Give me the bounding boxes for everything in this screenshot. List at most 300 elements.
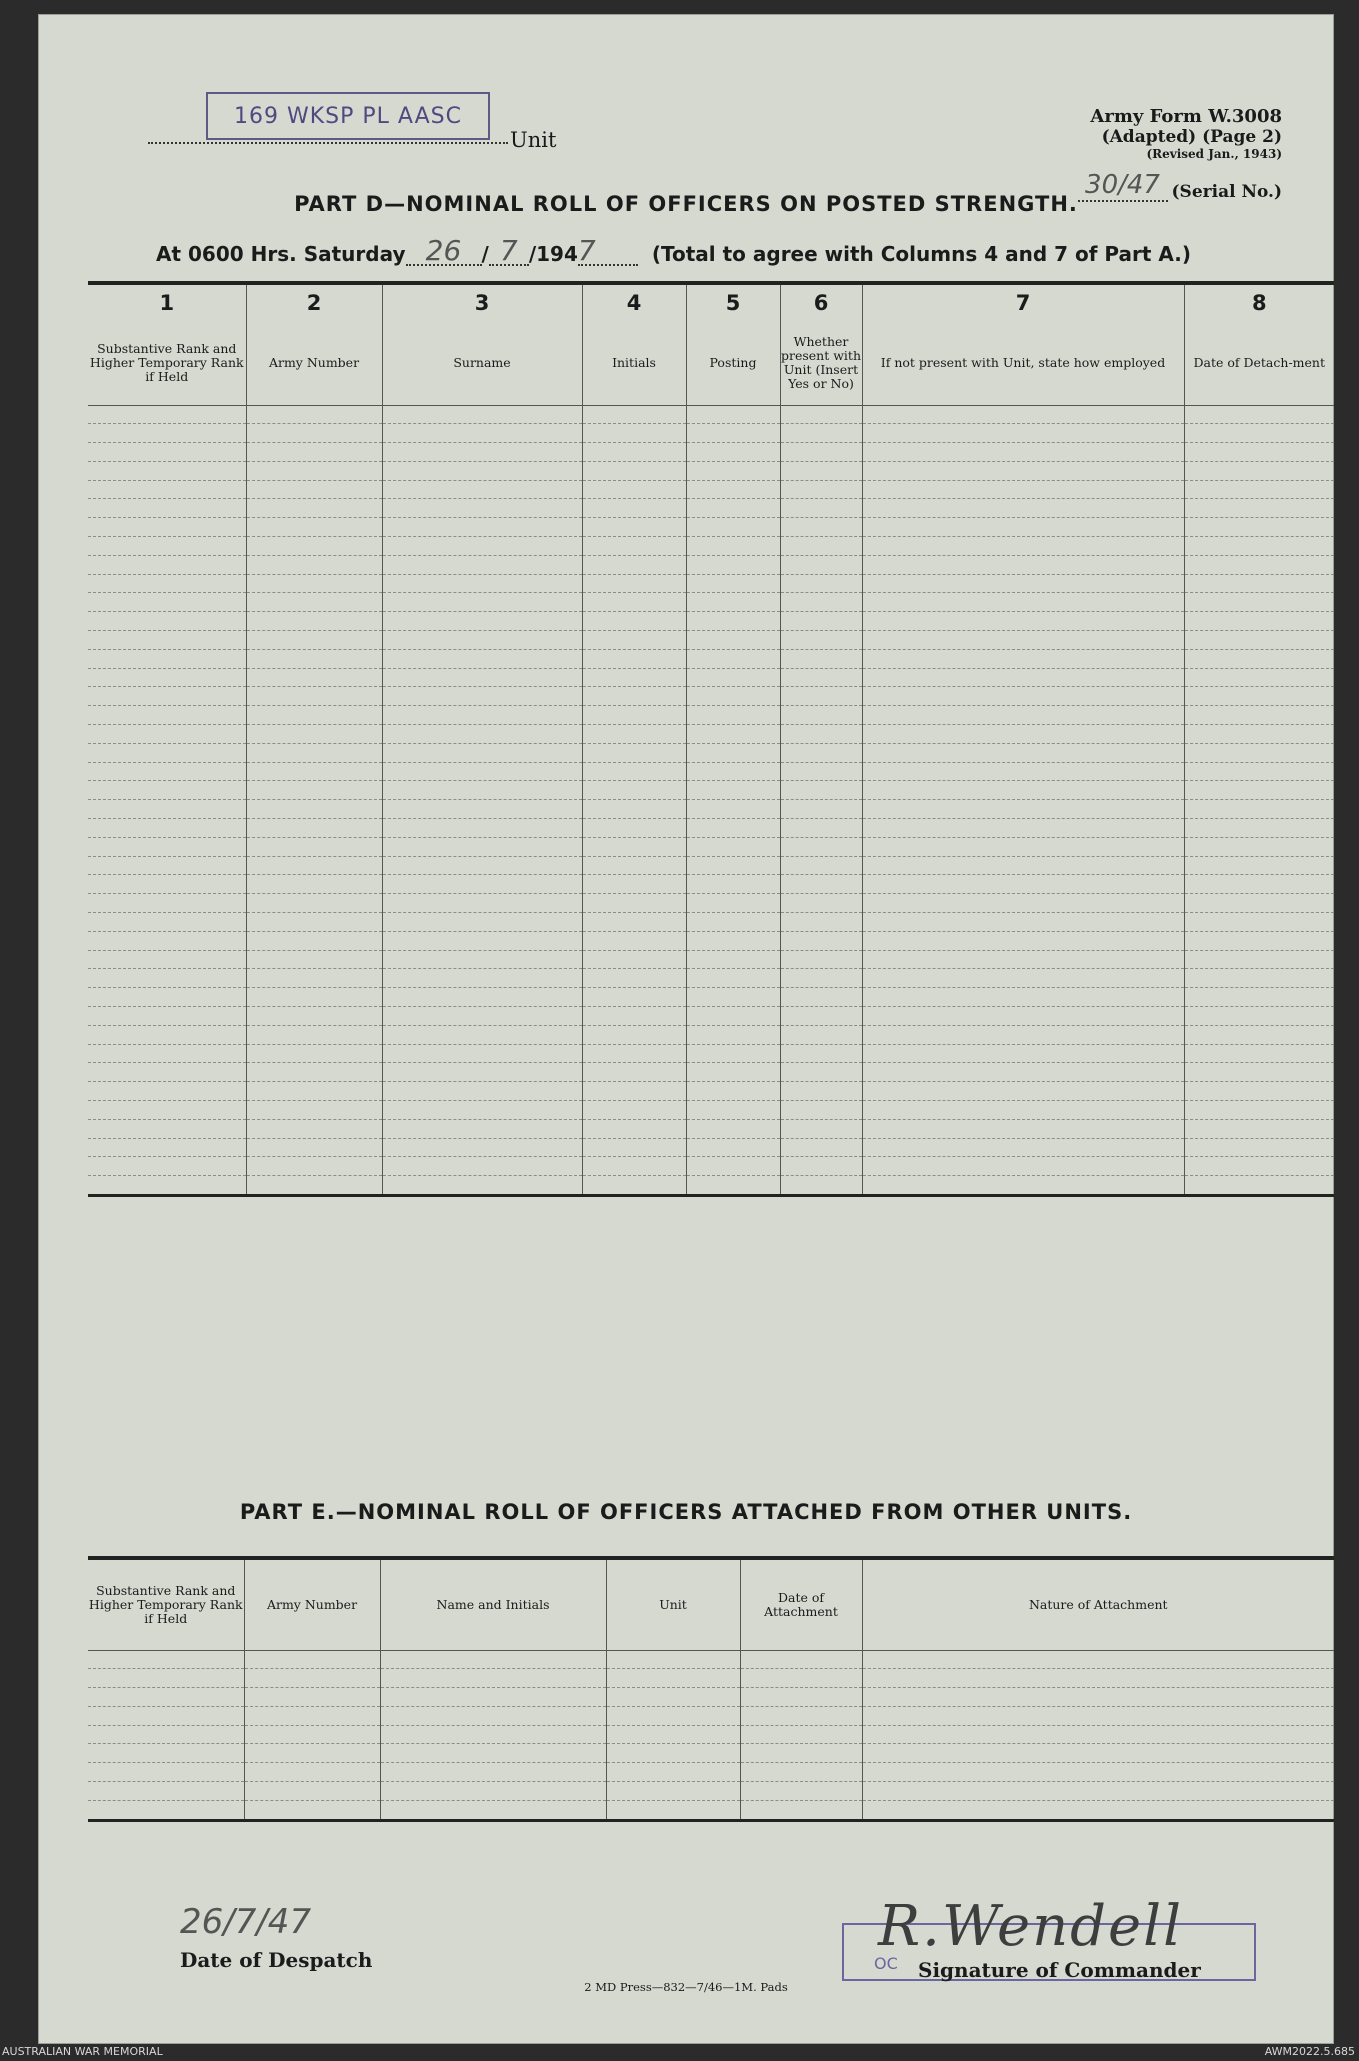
- part-d-cell: [686, 969, 780, 988]
- part-d-cell: [686, 668, 780, 687]
- part-d-cell: [862, 480, 1184, 499]
- part-d-cell: [582, 612, 686, 631]
- part-d-row: [88, 649, 1334, 668]
- part-d-row: [88, 969, 1334, 988]
- part-d-cell: [88, 706, 246, 725]
- part-d-cell: [88, 649, 246, 668]
- part-d-cell: [862, 631, 1184, 650]
- part-d-column-number-8: 8: [1184, 283, 1334, 321]
- part-d-column-header-8: Date of Detach-ment: [1184, 321, 1334, 405]
- part-d-cell: [382, 1176, 582, 1196]
- part-d-cell: [246, 837, 382, 856]
- part-d-cell: [246, 894, 382, 913]
- part-e-cell: [88, 1782, 244, 1801]
- part-d-cell: [88, 819, 246, 838]
- part-d-cell: [862, 856, 1184, 875]
- part-d-cell: [582, 969, 686, 988]
- part-e-cell: [244, 1650, 380, 1669]
- part-d-row: [88, 1176, 1334, 1196]
- part-d-cell: [1184, 969, 1334, 988]
- part-d-cell: [686, 706, 780, 725]
- part-d-cell: [780, 837, 862, 856]
- part-d-cell: [686, 687, 780, 706]
- part-d-cell: [382, 687, 582, 706]
- part-d-column-header-7: If not present with Unit, state how employed: [862, 321, 1184, 405]
- part-d-cell: [382, 424, 582, 443]
- part-d-cell: [862, 687, 1184, 706]
- part-d-cell: [862, 781, 1184, 800]
- part-d-row: [88, 1100, 1334, 1119]
- part-d-cell: [88, 1157, 246, 1176]
- part-d-cell: [862, 837, 1184, 856]
- part-e-column-header-5: Date of Attachment: [740, 1558, 862, 1650]
- part-d-column-header-1: Substantive Rank and Higher Temporary Rank if Held: [88, 321, 246, 405]
- part-e-cell: [862, 1688, 1334, 1707]
- part-d-cell: [246, 574, 382, 593]
- part-d-row: [88, 706, 1334, 725]
- part-d-row: [88, 950, 1334, 969]
- part-d-cell: [88, 424, 246, 443]
- part-d-row: [88, 743, 1334, 762]
- part-d-cell: [246, 1176, 382, 1196]
- part-d-cell: [780, 1025, 862, 1044]
- part-d-row: [88, 555, 1334, 574]
- part-d-column-number-5: 5: [686, 283, 780, 321]
- part-d-cell: [582, 574, 686, 593]
- part-d-cell: [686, 988, 780, 1007]
- part-d-cell: [862, 405, 1184, 424]
- part-d-cell: [780, 443, 862, 462]
- part-d-cell: [582, 668, 686, 687]
- part-d-cell: [686, 1082, 780, 1101]
- date-suffix: (Total to agree with Columns 4 and 7 of Part A.): [651, 242, 1191, 266]
- part-d-cell: [88, 1100, 246, 1119]
- part-d-cell: [1184, 1100, 1334, 1119]
- part-d-cell: [862, 800, 1184, 819]
- part-e-row: [88, 1650, 1334, 1669]
- part-d-cell: [582, 706, 686, 725]
- part-d-cell: [1184, 743, 1334, 762]
- part-d-cell: [780, 819, 862, 838]
- part-d-cell: [88, 518, 246, 537]
- part-d-cell: [686, 555, 780, 574]
- part-d-cell: [88, 555, 246, 574]
- part-d-cell: [88, 537, 246, 556]
- part-d-cell: [582, 950, 686, 969]
- part-d-row: [88, 687, 1334, 706]
- part-e-column-header-1: Substantive Rank and Higher Temporary Rank if Held: [88, 1558, 244, 1650]
- part-d-cell: [780, 612, 862, 631]
- part-e-cell: [862, 1744, 1334, 1763]
- part-d-column-number-4: 4: [582, 283, 686, 321]
- part-d-cell: [862, 969, 1184, 988]
- part-d-cell: [88, 988, 246, 1007]
- part-d-cell: [88, 913, 246, 932]
- part-d-table: [88, 281, 1334, 1197]
- part-d-cell: [780, 894, 862, 913]
- part-d-cell: [382, 875, 582, 894]
- part-d-cell: [780, 725, 862, 744]
- part-d-cell: [382, 1007, 582, 1026]
- part-d-cell: [1184, 875, 1334, 894]
- part-d-cell: [862, 875, 1184, 894]
- part-d-cell: [1184, 1063, 1334, 1082]
- part-d-column-number-2: 2: [246, 283, 382, 321]
- part-d-row: [88, 480, 1334, 499]
- part-d-cell: [246, 443, 382, 462]
- part-d-row: [88, 1007, 1334, 1026]
- part-d-cell: [862, 461, 1184, 480]
- part-d-cell: [382, 612, 582, 631]
- part-d-cell: [582, 555, 686, 574]
- part-d-cell: [246, 499, 382, 518]
- part-d-column-header-4: Initials: [582, 321, 686, 405]
- part-d-cell: [382, 1082, 582, 1101]
- part-e-cell: [88, 1669, 244, 1688]
- part-e-row: [88, 1669, 1334, 1688]
- part-d-cell: [1184, 649, 1334, 668]
- part-e-title: PART E.—NOMINAL ROLL OF OFFICERS ATTACHED FROM OTHER UNITS.: [239, 1500, 1133, 1524]
- part-d-cell: [1184, 1157, 1334, 1176]
- serial-label: (Serial No.): [1171, 182, 1282, 202]
- part-e-column-header-6: Nature of Attachment: [862, 1558, 1334, 1650]
- part-d-cell: [686, 837, 780, 856]
- part-d-cell: [88, 950, 246, 969]
- part-d-cell: [862, 762, 1184, 781]
- part-d-cell: [88, 461, 246, 480]
- part-e-cell: [88, 1650, 244, 1669]
- part-d-cell: [246, 424, 382, 443]
- part-d-cell: [780, 781, 862, 800]
- part-d-cell: [862, 424, 1184, 443]
- part-e-cell: [380, 1669, 606, 1688]
- part-d-cell: [686, 913, 780, 932]
- part-d-cell: [686, 894, 780, 913]
- part-d-cell: [382, 743, 582, 762]
- part-d-cell: [780, 687, 862, 706]
- unit-stamp: 169 WKSP PL AASC: [206, 92, 490, 140]
- part-d-cell: [88, 969, 246, 988]
- part-d-cell: [382, 537, 582, 556]
- part-d-cell: [686, 931, 780, 950]
- part-d-cell: [1184, 1007, 1334, 1026]
- part-d-cell: [88, 894, 246, 913]
- part-d-cell: [88, 1025, 246, 1044]
- part-d-cell: [246, 743, 382, 762]
- part-d-cell: [780, 1082, 862, 1101]
- part-d-cell: [246, 819, 382, 838]
- part-e-column-header-2: Army Number: [244, 1558, 380, 1650]
- date-day: 26: [406, 238, 482, 266]
- part-d-cell: [246, 988, 382, 1007]
- part-d-cell: [582, 743, 686, 762]
- part-d-cell: [582, 800, 686, 819]
- part-d-cell: [382, 800, 582, 819]
- part-d-cell: [88, 725, 246, 744]
- part-d-cell: [582, 988, 686, 1007]
- part-e-cell: [862, 1669, 1334, 1688]
- part-d-cell: [1184, 725, 1334, 744]
- part-d-cell: [686, 743, 780, 762]
- part-d-cell: [582, 894, 686, 913]
- part-d-cell: [686, 574, 780, 593]
- part-d-cell: [686, 1157, 780, 1176]
- serial-value: 30/47: [1078, 170, 1168, 202]
- part-e-cell: [740, 1650, 862, 1669]
- part-d-cell: [862, 537, 1184, 556]
- part-d-cell: [780, 631, 862, 650]
- part-e-cell: [606, 1669, 740, 1688]
- part-d-cell: [246, 649, 382, 668]
- part-d-cell: [88, 1063, 246, 1082]
- part-d-row: [88, 913, 1334, 932]
- date-prefix: At 0600 Hrs. Saturday: [156, 242, 406, 266]
- part-d-row: [88, 1157, 1334, 1176]
- part-d-cell: [246, 687, 382, 706]
- part-d-cell: [382, 631, 582, 650]
- part-e-cell: [862, 1650, 1334, 1669]
- part-d-cell: [246, 593, 382, 612]
- part-d-cell: [1184, 631, 1334, 650]
- part-d-cell: [582, 405, 686, 424]
- part-d-cell: [862, 668, 1184, 687]
- part-d-cell: [686, 1176, 780, 1196]
- part-d-cell: [382, 461, 582, 480]
- part-d-cell: [246, 781, 382, 800]
- part-d-cell: [780, 461, 862, 480]
- part-d-cell: [862, 931, 1184, 950]
- part-d-cell: [780, 1176, 862, 1196]
- part-e-cell: [606, 1763, 740, 1782]
- part-d-cell: [582, 480, 686, 499]
- part-d-cell: [862, 950, 1184, 969]
- part-d-row: [88, 988, 1334, 1007]
- part-e-cell: [88, 1688, 244, 1707]
- part-d-row: [88, 800, 1334, 819]
- part-d-row: [88, 612, 1334, 631]
- part-d-cell: [1184, 1138, 1334, 1157]
- part-d-cell: [88, 668, 246, 687]
- date-line: At 0600 Hrs. Saturday 26 / 7 /194 7 (Total to agree with Columns 4 and 7 of Part A.): [156, 234, 1191, 267]
- part-d-cell: [582, 518, 686, 537]
- part-d-cell: [862, 988, 1184, 1007]
- part-d-cell: [862, 725, 1184, 744]
- part-d-cell: [246, 1044, 382, 1063]
- part-d-cell: [780, 480, 862, 499]
- part-d-cell: [582, 1157, 686, 1176]
- part-d-cell: [582, 499, 686, 518]
- part-d-row: [88, 1044, 1334, 1063]
- unit-dotted-line: [148, 142, 508, 144]
- part-d-cell: [88, 593, 246, 612]
- part-d-cell: [1184, 1082, 1334, 1101]
- part-d-cell: [88, 405, 246, 424]
- part-e-cell: [380, 1782, 606, 1801]
- part-d-cell: [686, 518, 780, 537]
- part-d-cell: [246, 856, 382, 875]
- part-d-cell: [686, 537, 780, 556]
- part-d-cell: [1184, 518, 1334, 537]
- part-e-cell: [862, 1763, 1334, 1782]
- part-d-cell: [382, 725, 582, 744]
- part-d-cell: [88, 856, 246, 875]
- part-d-cell: [382, 668, 582, 687]
- part-d-cell: [1184, 480, 1334, 499]
- part-e-cell: [244, 1782, 380, 1801]
- part-d-cell: [246, 931, 382, 950]
- part-d-cell: [246, 913, 382, 932]
- part-d-cell: [686, 1138, 780, 1157]
- part-e-table: [88, 1556, 1334, 1822]
- part-e-cell: [244, 1669, 380, 1688]
- part-d-cell: [582, 762, 686, 781]
- part-d-cell: [1184, 762, 1334, 781]
- part-d-cell: [686, 405, 780, 424]
- part-e-column-header-3: Name and Initials: [380, 1558, 606, 1650]
- part-d-cell: [1184, 612, 1334, 631]
- part-e-cell: [380, 1725, 606, 1744]
- part-d-column-header-6: Whether present with Unit (Insert Yes or No): [780, 321, 862, 405]
- part-d-cell: [246, 612, 382, 631]
- form-reference: [1090, 106, 1282, 161]
- part-d-cell: [780, 1044, 862, 1063]
- part-d-cell: [246, 1082, 382, 1101]
- part-d-cell: [780, 1007, 862, 1026]
- part-e-cell: [244, 1688, 380, 1707]
- part-d-cell: [382, 405, 582, 424]
- part-e-cell: [380, 1650, 606, 1669]
- part-d-cell: [1184, 537, 1334, 556]
- part-d-cell: [246, 706, 382, 725]
- part-d-cell: [246, 480, 382, 499]
- part-d-cell: [246, 461, 382, 480]
- part-d-column-number-6: 6: [780, 283, 862, 321]
- part-d-cell: [582, 1025, 686, 1044]
- part-d-cell: [382, 1119, 582, 1138]
- part-d-cell: [686, 593, 780, 612]
- part-d-cell: [88, 931, 246, 950]
- part-d-cell: [780, 1119, 862, 1138]
- part-d-column-header-5: Posting: [686, 321, 780, 405]
- part-d-cell: [246, 1007, 382, 1026]
- part-d-cell: [780, 499, 862, 518]
- part-d-cell: [1184, 461, 1334, 480]
- part-e-cell: [88, 1800, 244, 1820]
- part-d-row: [88, 856, 1334, 875]
- part-d-cell: [862, 574, 1184, 593]
- part-d-row: [88, 819, 1334, 838]
- part-d-cell: [1184, 931, 1334, 950]
- part-d-cell: [862, 499, 1184, 518]
- part-d-row: [88, 499, 1334, 518]
- part-d-cell: [862, 443, 1184, 462]
- part-d-cell: [246, 537, 382, 556]
- part-d-cell: [246, 1119, 382, 1138]
- part-e-cell: [862, 1725, 1334, 1744]
- part-d-row: [88, 631, 1334, 650]
- part-d-cell: [88, 631, 246, 650]
- part-d-row: [88, 931, 1334, 950]
- part-d-cell: [780, 649, 862, 668]
- part-d-cell: [88, 837, 246, 856]
- part-e-row: [88, 1688, 1334, 1707]
- despatch-date: 26/7/47: [180, 1902, 312, 1942]
- part-d-cell: [88, 1082, 246, 1101]
- part-d-row: [88, 1119, 1334, 1138]
- part-e-cell: [740, 1706, 862, 1725]
- part-d-cell: [88, 1119, 246, 1138]
- part-d-cell: [382, 555, 582, 574]
- part-d-cell: [862, 649, 1184, 668]
- part-d-cell: [582, 1176, 686, 1196]
- form-page: [38, 14, 1334, 2044]
- part-e-cell: [88, 1706, 244, 1725]
- part-d-cell: [382, 894, 582, 913]
- part-d-column-header-3: Surname: [382, 321, 582, 405]
- part-d-cell: [780, 424, 862, 443]
- part-d-cell: [1184, 988, 1334, 1007]
- part-d-cell: [686, 1025, 780, 1044]
- part-d-cell: [780, 1100, 862, 1119]
- part-d-cell: [582, 461, 686, 480]
- part-d-cell: [246, 1157, 382, 1176]
- part-e-cell: [606, 1688, 740, 1707]
- part-e-cell: [380, 1800, 606, 1820]
- part-d-cell: [88, 574, 246, 593]
- part-d-row: [88, 424, 1334, 443]
- part-d-cell: [686, 950, 780, 969]
- part-d-cell: [686, 819, 780, 838]
- part-d-cell: [88, 762, 246, 781]
- part-d-cell: [382, 593, 582, 612]
- part-d-cell: [246, 555, 382, 574]
- part-d-row: [88, 875, 1334, 894]
- part-d-cell: [862, 894, 1184, 913]
- part-d-row: [88, 894, 1334, 913]
- part-d-cell: [686, 1063, 780, 1082]
- part-e-cell: [740, 1782, 862, 1801]
- part-d-cell: [246, 762, 382, 781]
- part-d-cell: [862, 1063, 1184, 1082]
- part-e-cell: [606, 1706, 740, 1725]
- part-d-cell: [1184, 837, 1334, 856]
- part-d-cell: [582, 1063, 686, 1082]
- part-d-row: [88, 593, 1334, 612]
- part-d-column-number-7: 7: [862, 283, 1184, 321]
- part-d-cell: [780, 574, 862, 593]
- part-d-cell: [686, 499, 780, 518]
- part-d-cell: [686, 725, 780, 744]
- part-d-cell: [686, 424, 780, 443]
- part-d-cell: [246, 800, 382, 819]
- part-d-row: [88, 725, 1334, 744]
- part-d-cell: [382, 499, 582, 518]
- part-d-cell: [862, 819, 1184, 838]
- part-d-cell: [246, 405, 382, 424]
- part-d-cell: [582, 537, 686, 556]
- part-d-cell: [1184, 499, 1334, 518]
- part-d-cell: [1184, 593, 1334, 612]
- part-d-cell: [88, 480, 246, 499]
- part-d-cell: [246, 1100, 382, 1119]
- part-e-cell: [88, 1725, 244, 1744]
- part-e-cell: [88, 1763, 244, 1782]
- part-d-cell: [1184, 1044, 1334, 1063]
- part-e-column-header-4: Unit: [606, 1558, 740, 1650]
- part-d-cell: [862, 1007, 1184, 1026]
- part-e-row: [88, 1744, 1334, 1763]
- archive-credit: AUSTRALIAN WAR MEMORIAL: [2, 2045, 163, 2058]
